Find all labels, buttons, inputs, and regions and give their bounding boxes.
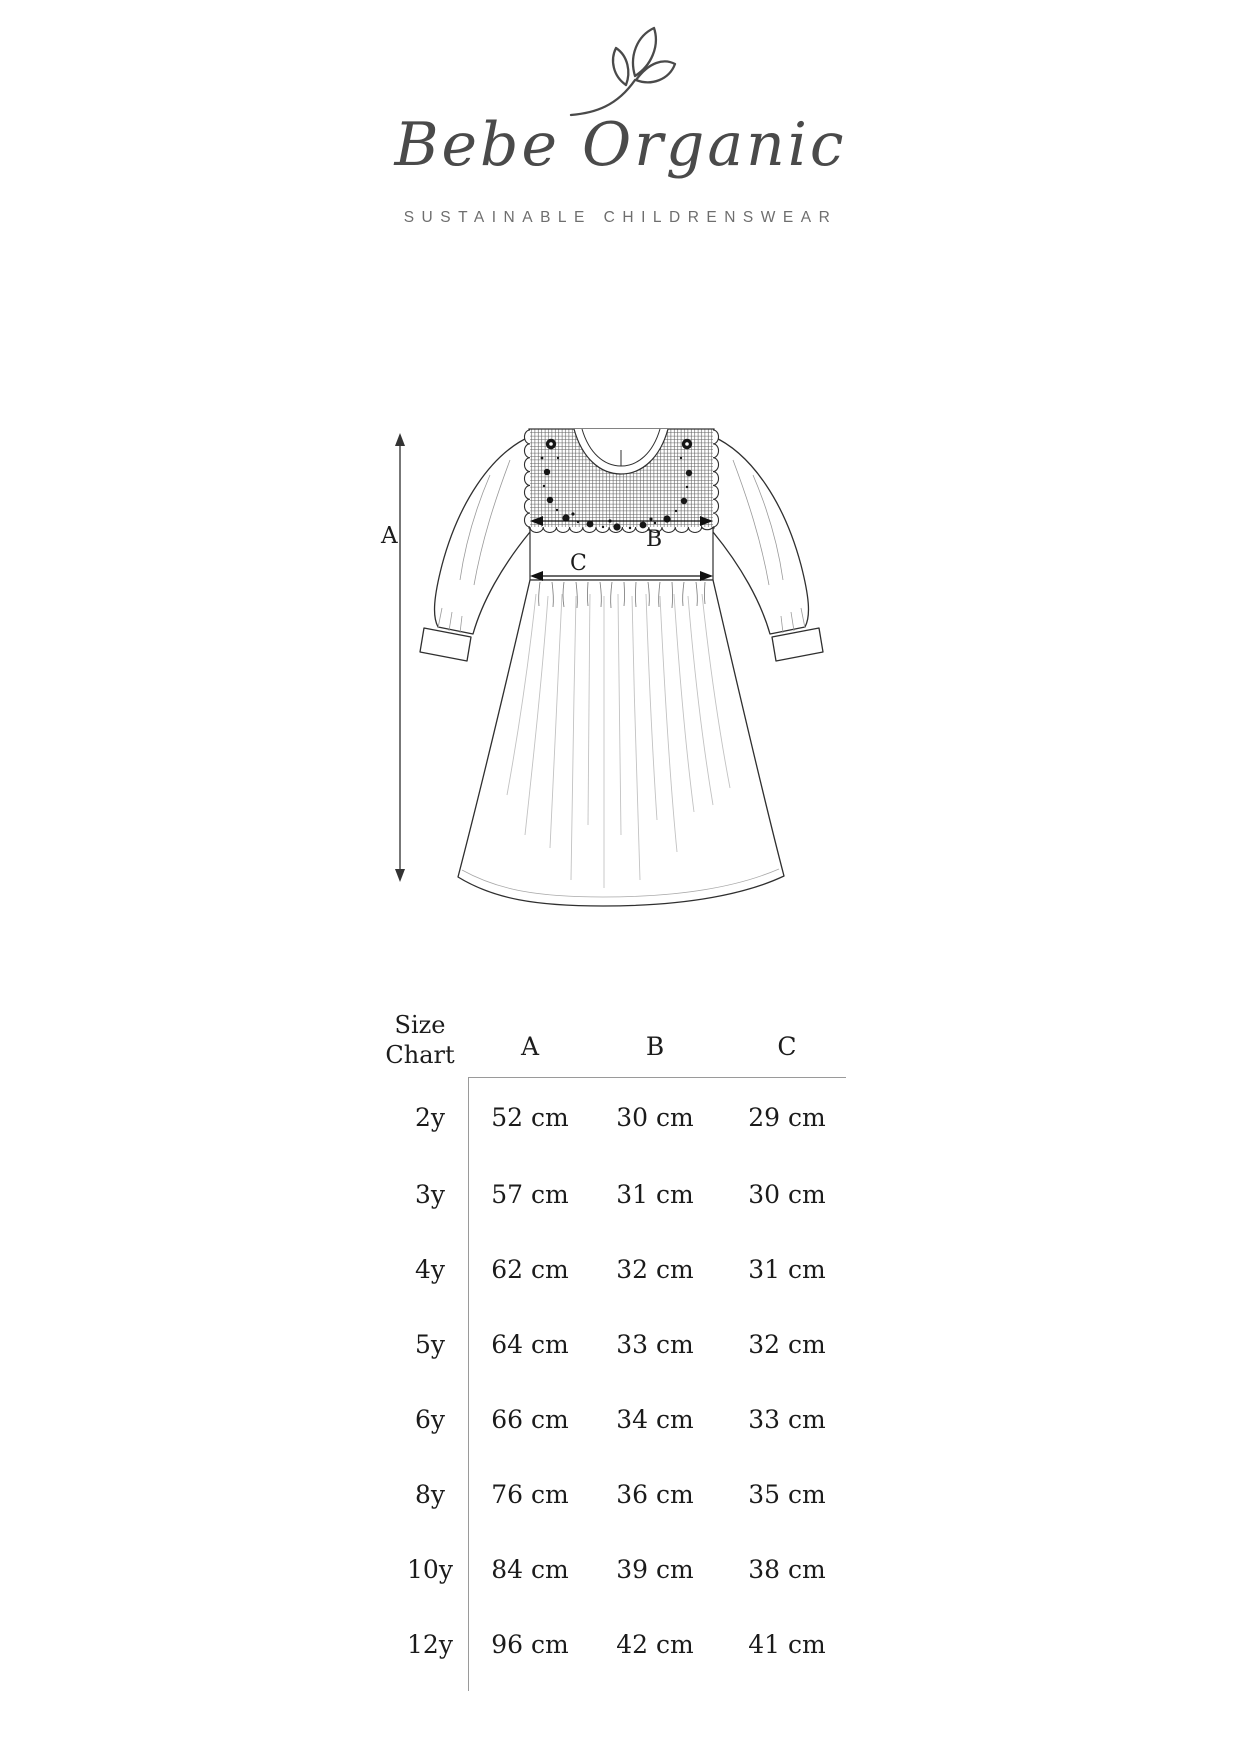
gingham-bib: [524, 429, 718, 533]
table-vertical-rule: [468, 1078, 469, 1691]
label-B: B: [646, 527, 663, 552]
measure-c-cell: 30 cm: [748, 1180, 826, 1209]
column-header-c: C: [777, 1032, 797, 1061]
measure-b-cell: 36 cm: [616, 1480, 694, 1509]
table-row: [0, 1179, 1241, 1211]
measure-a-cell: 84 cm: [491, 1555, 569, 1584]
length-arrow-A: [395, 433, 405, 882]
label-A: A: [381, 523, 398, 549]
waistband: [530, 528, 713, 580]
measure-b-cell: 30 cm: [616, 1103, 694, 1132]
table-row: [0, 1554, 1241, 1586]
leaf-sprig-icon: [565, 22, 680, 122]
size-cell: 5y: [414, 1330, 446, 1359]
measure-a-cell: 52 cm: [491, 1103, 569, 1132]
measure-a-cell: 57 cm: [491, 1180, 569, 1209]
measure-a-cell: 76 cm: [491, 1480, 569, 1509]
size-cell: 12y: [407, 1630, 453, 1659]
size-cell: 4y: [414, 1255, 446, 1284]
size-cell: 6y: [414, 1405, 446, 1434]
skirt: [458, 580, 784, 906]
measure-c-cell: 38 cm: [748, 1555, 826, 1584]
measure-c-cell: 32 cm: [748, 1330, 826, 1359]
table-horizontal-rule: [468, 1077, 846, 1078]
size-chart-title: Size Chart: [385, 1011, 455, 1069]
measure-b-cell: 42 cm: [616, 1630, 694, 1659]
brand-name: Bebe Organic: [394, 110, 847, 180]
measure-b-cell: 33 cm: [616, 1330, 694, 1359]
measure-c-cell: 29 cm: [748, 1103, 826, 1132]
table-row: [0, 1329, 1241, 1361]
brand-tagline: SUSTAINABLE CHILDRENSWEAR: [403, 209, 838, 226]
column-header-b: B: [645, 1032, 665, 1061]
label-C: C: [570, 551, 587, 576]
size-cell: 2y: [414, 1103, 446, 1132]
measure-b-cell: 34 cm: [616, 1405, 694, 1434]
table-row: [0, 1629, 1241, 1661]
measure-a-cell: 66 cm: [491, 1405, 569, 1434]
measure-c-cell: 41 cm: [748, 1630, 826, 1659]
measure-c-cell: 31 cm: [748, 1255, 826, 1284]
measure-b-cell: 32 cm: [616, 1255, 694, 1284]
size-cell: 3y: [414, 1180, 446, 1209]
measure-b-cell: 39 cm: [616, 1555, 694, 1584]
size-cell: 10y: [407, 1555, 453, 1584]
measure-b-cell: 31 cm: [616, 1180, 694, 1209]
table-row: [0, 1254, 1241, 1286]
measure-c-cell: 35 cm: [748, 1480, 826, 1509]
measure-c-cell: 33 cm: [748, 1405, 826, 1434]
dress-diagram: [370, 380, 830, 920]
measure-a-cell: 64 cm: [491, 1330, 569, 1359]
table-row: [0, 1404, 1241, 1436]
measure-a-cell: 62 cm: [491, 1255, 569, 1284]
table-row: [0, 1479, 1241, 1511]
column-header-a: A: [520, 1032, 540, 1061]
size-cell: 8y: [414, 1480, 446, 1509]
measure-a-cell: 96 cm: [491, 1630, 569, 1659]
table-row: [0, 1102, 1241, 1134]
